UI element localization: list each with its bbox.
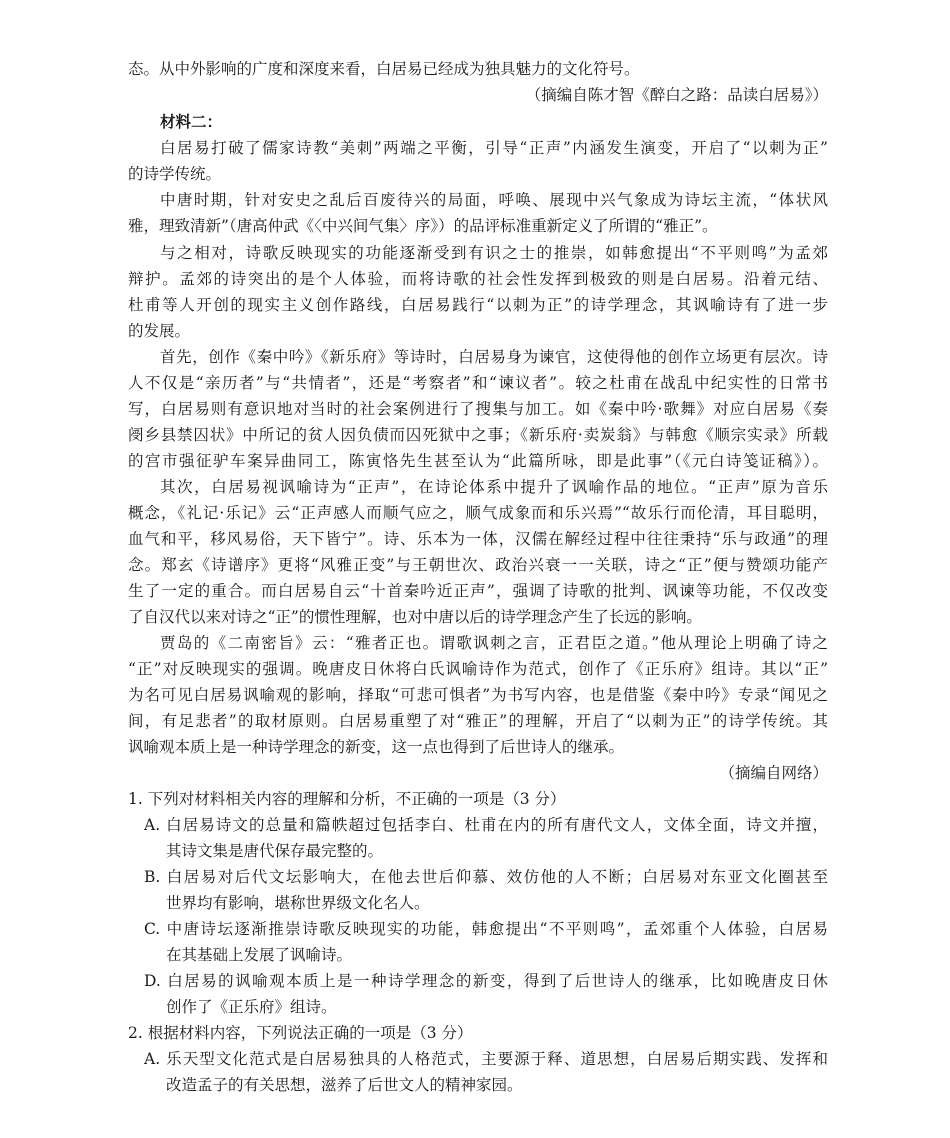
text-line: 的发展。 bbox=[128, 322, 191, 340]
text-line: 间，有足悲者”的取材原则。白居易重塑了对“雅正”的理解，开启了“以刺为正”的诗学传统。其 bbox=[128, 712, 828, 730]
text-line: 了自汉代以来对诗之“正”的惯性理解，也对中唐以后的诗学理念产生了长远的影响。 bbox=[128, 608, 702, 626]
text-line: 态。从中外影响的广度和深度来看，白居易已经成为独具魅力的文化符号。 bbox=[128, 60, 640, 78]
text-line: 阌乡县禁囚状》中所记的贫人因负债而囚死狱中之事；《新乐府·卖炭翁》与韩愈《顺宗实录》所载 bbox=[128, 426, 828, 444]
text-line: 念。郑玄《诗谱序》更将“风雅正变”与王朝世次、政治兴衰一一关联，诗之“正”便与赞颂功能产 bbox=[128, 556, 828, 574]
text-line: 为名可见白居易讽喻观的影响，择取“可悲可惧者”为书写内容，也是借鉴《秦中吟》专录“闻见之 bbox=[128, 686, 828, 704]
text-line: 概念，《礼记·乐记》云“正声感人而顺气应之，顺气成象而和乐兴焉”“故乐行而伦清，耳目聪明， bbox=[128, 504, 828, 522]
text-line: 材料二： bbox=[160, 112, 223, 131]
text-line: 1. 下列对材料相关内容的理解和分析，不正确的一项是（3 分） bbox=[128, 790, 566, 808]
text-line: （摘编自网络） bbox=[719, 764, 828, 782]
text-line: 辩护。孟郊的诗突出的是个人体验，而将诗歌的社会性发挥到极致的则是白居易。沿着元结、 bbox=[128, 270, 828, 288]
text-line: 杜甫等人开创的现实主义创作路线，白居易践行“以刺为正”的诗学理念，其讽喻诗有了进一步 bbox=[128, 296, 828, 314]
text-line: 其次，白居易视讽喻诗为“正声”，在诗论体系中提升了讽喻作品的地位。“正声”原为音乐 bbox=[160, 478, 828, 496]
text-line: 中唐时期，针对安史之乱后百废待兴的局面，呼唤、展现中兴气象成为诗坛主流，“体状风 bbox=[160, 191, 828, 209]
text-line: 2. 根据材料内容，下列说法正确的一项是（3 分） bbox=[128, 1024, 473, 1042]
text-line: 首先，创作《秦中吟》《新乐府》等诗时，白居易身为谏官，这使得他的创作立场更有层次。诗 bbox=[160, 348, 828, 366]
text-line: C. 中唐诗坛逐渐推崇诗歌反映现实的功能，韩愈提出“不平则鸣”，孟郊重个人体验，白居易 bbox=[144, 920, 828, 938]
text-line: 人不仅是“亲历者”与“共情者”，还是“考察者”和“谏议者”。较之杜甫在战乱中纪实性的日常书 bbox=[128, 374, 828, 392]
text-line: 写，白居易则有意识地对当时的社会案例进行了搜集与加工。如《秦中吟·歌舞》对应白居易《奏 bbox=[128, 400, 828, 418]
text-line: 生了一定的重合。而白居易自云“十首秦吟近正声”，强调了诗歌的批判、讽谏等功能，不仅改变 bbox=[128, 582, 828, 600]
text-line: 其诗文集是唐代保存最完整的。 bbox=[166, 842, 384, 860]
text-line: 雅，理致清新”（唐高仲武《〈中兴间气集〉序》）的品评标准重新定义了所谓的“雅正”。 bbox=[128, 217, 718, 235]
text-line: 的诗学传统。 bbox=[128, 165, 222, 183]
text-line: A. 乐天型文化范式是白居易独具的人格范式，主要源于释、道思想，白居易后期实践、发挥和 bbox=[144, 1050, 828, 1068]
text-line: 白居易打破了儒家诗教“美刺”两端之平衡，引导“正声”内涵发生演变，开启了“以刺为正” bbox=[160, 139, 828, 157]
text-line: 改造孟子的有关思想，滋养了后世文人的精神家园。 bbox=[166, 1076, 523, 1094]
text-line: 血气和平，移风易俗，天下皆宁”。诗、乐本为一体，汉儒在解经过程中往往秉持“乐与政通”的理 bbox=[128, 530, 828, 548]
text-line: 的宫市强征驴车案异曲同工，陈寅恪先生甚至认为“此篇所咏，即是此事”（《元白诗笺证稿》）。 bbox=[128, 452, 828, 470]
text-line: 贾岛的《二南密旨》云：“雅者正也。谓歌讽刺之言，正君臣之道。”他从理论上明确了诗之 bbox=[160, 634, 828, 652]
text-line: 与之相对，诗歌反映现实的功能逐渐受到有识之士的推崇，如韩愈提出“不平则鸣”为孟郊 bbox=[160, 244, 828, 262]
text-line: 在其基础上发展了讽喻诗。 bbox=[166, 946, 353, 964]
text-line: （摘编自陈才智《醉白之路：品读白居易》） bbox=[525, 86, 828, 104]
text-line: “正”对反映现实的强调。晚唐皮日休将白氏讽喻诗作为范式，创作了《正乐府》组诗。其以“正” bbox=[128, 660, 828, 678]
text-line: 世界均有影响，堪称世界级文化名人。 bbox=[166, 894, 430, 912]
text-line: 创作了《正乐府》组诗。 bbox=[166, 998, 337, 1016]
text-line: 讽喻观本质上是一种诗学理念的新变，这一点也得到了后世诗人的继承。 bbox=[128, 738, 625, 756]
text-line: D. 白居易的讽喻观本质上是一种诗学理念的新变，得到了后世诗人的继承，比如晚唐皮日休 bbox=[144, 972, 828, 990]
text-line: A. 白居易诗文的总量和篇帙超过包括李白、杜甫在内的所有唐代文人，文体全面，诗文并擅， bbox=[144, 816, 828, 834]
text-line: B. 白居易对后代文坛影响大，在他去世后仰慕、效仿他的人不断；白居易对东亚文化圈甚至 bbox=[144, 868, 828, 886]
